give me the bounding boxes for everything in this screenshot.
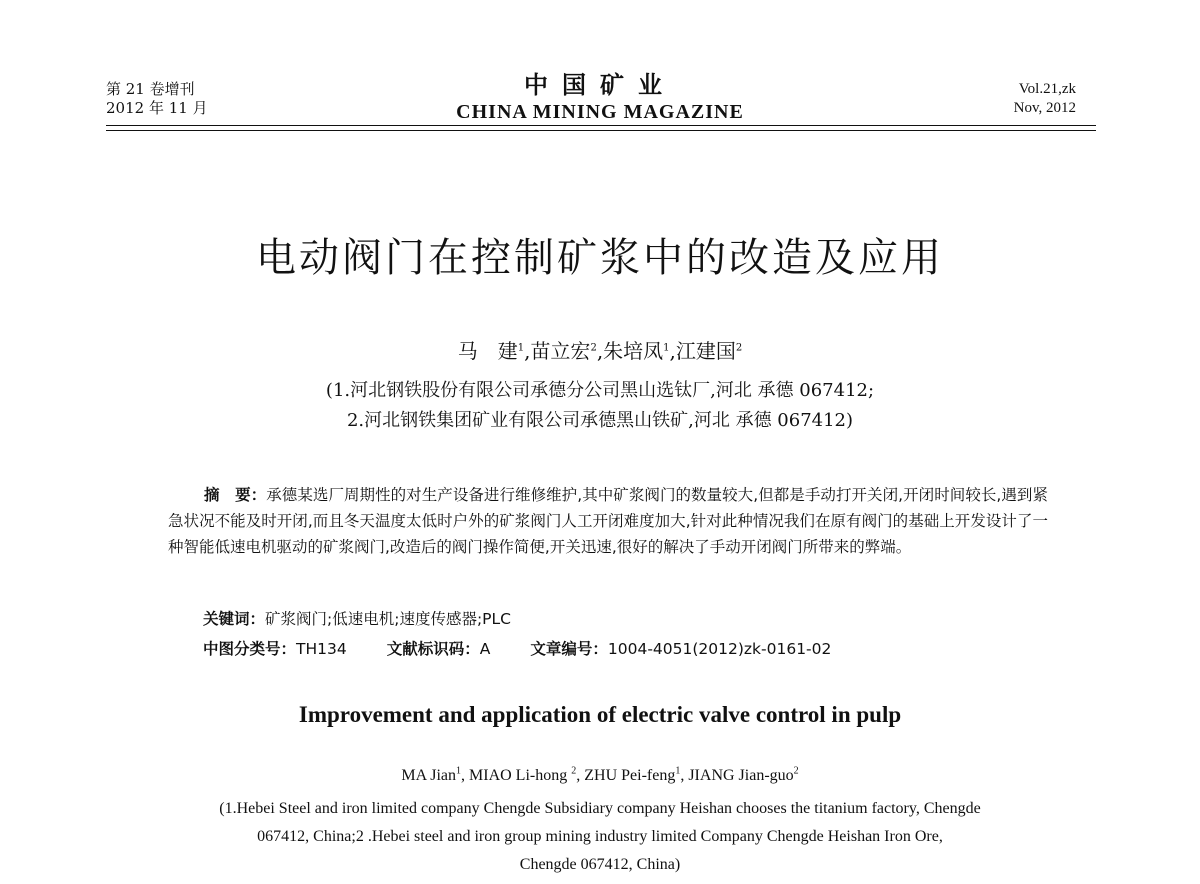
author-name: MIAO Li-hong <box>469 767 572 784</box>
clc-value: TH134 <box>296 640 347 658</box>
author-separator: , <box>576 767 585 784</box>
author-separator: , <box>680 767 689 784</box>
author-affil-mark: 1 <box>675 765 681 777</box>
author-en <box>401 767 469 784</box>
author-cn <box>603 339 676 363</box>
author-name: ZHU Pei-feng <box>584 767 676 784</box>
article-number-value: 1004-4051(2012)zk-0161-02 <box>607 640 832 658</box>
affiliations-cn <box>0 376 1200 436</box>
volume-cn: 第 21 卷增刊 <box>106 80 195 98</box>
keywords <box>203 606 511 632</box>
author-name: 朱培凤 <box>603 339 664 363</box>
author-affil-mark: 1 <box>456 765 462 777</box>
affiliation-line: 2.河北钢铁集团矿业有限公司承德黑山铁矿,河北 承德 067412) <box>346 410 854 431</box>
date-cn: 2012 年 11 月 <box>106 99 208 117</box>
author-name: JIANG Jian-guo <box>688 767 794 784</box>
affiliation-line: 067412, China;2 .Hebei steel and iron group mining industry limited Company Chengde Heishan Iron Ore, <box>257 828 943 845</box>
abstract-label: 摘 要： <box>204 486 267 504</box>
abstract-text: 承德某选厂周期性的对生产设备进行维修维护,其中矿浆阀门的数量较大,但都是手动打开关闭,开闭时间较长,遇到紧急状况不能及时开闭,而且冬天温度太低时户外的矿浆阀门人工开闭难度加大,针对此种情况我们在原有阀门的基础上开发设计了一种智能低速电机驱动的矿浆阀门,改造后的阀门操作简便,开关迅速,很好的解决了手动开闭阀门所带来的弊端。 <box>168 486 1048 556</box>
affiliation-line: (1.Hebei Steel and iron limited company Chengde Subsidiary company Heishan chooses the titanium factory, Chengde <box>219 800 981 817</box>
paper-title-en: Improvement and application of electric valve control in pulp <box>298 702 902 727</box>
author-en <box>688 767 798 784</box>
author-cn <box>458 339 531 363</box>
volume-en: Vol.21,zk <box>1018 81 1076 97</box>
author-name: MA Jian <box>401 767 457 784</box>
clc-label: 中图分类号： <box>203 640 297 658</box>
affiliations-en <box>160 795 1040 879</box>
author-affil-mark: 1 <box>663 342 670 354</box>
doc-code-value: A <box>479 640 491 658</box>
authors-en <box>0 765 1200 787</box>
abstract <box>168 482 1048 560</box>
author-affil-mark: 2 <box>571 765 577 777</box>
author-separator: , <box>596 339 604 363</box>
header-rule-thin <box>106 130 1096 131</box>
author-en <box>469 767 584 784</box>
affiliation-line: Chengde 067412, China) <box>519 856 681 873</box>
date-en: Nov, 2012 <box>1013 100 1076 116</box>
author-affil-mark: 2 <box>590 342 597 354</box>
author-affil-mark: 2 <box>793 765 799 777</box>
author-name: 马 建 <box>457 339 518 363</box>
article-number-label: 文章编号： <box>530 640 608 658</box>
author-separator: , <box>669 339 676 363</box>
affiliation-line: (1.河北钢铁股份有限公司承德分公司黑山选钛厂,河北 承德 067412; <box>325 380 875 401</box>
author-cn <box>530 339 603 363</box>
keywords-text: 矿浆阀门;低速电机;速度传感器;PLC <box>265 610 511 628</box>
journal-name-en: CHINA MINING MAGAZINE <box>456 101 744 123</box>
classification-line <box>203 636 831 662</box>
author-name: 苗立宏 <box>530 339 591 363</box>
keywords-label: 关键词： <box>203 610 266 628</box>
author-affil-mark: 1 <box>517 342 525 354</box>
authors-cn <box>0 338 1200 364</box>
author-name: 江建国 <box>675 339 736 363</box>
author-separator: , <box>524 339 531 363</box>
header-rule-thick <box>106 125 1096 126</box>
author-affil-mark: 2 <box>735 342 743 354</box>
author-cn <box>676 339 742 363</box>
doc-code-label: 文献标识码： <box>386 640 480 658</box>
journal-name-cn: 中国矿业 <box>524 70 676 99</box>
author-en <box>584 767 688 784</box>
paper-title-cn: 电动阀门在控制矿浆中的改造及应用 <box>256 235 944 281</box>
header-right <box>1014 80 1076 118</box>
author-separator: , <box>461 767 470 784</box>
